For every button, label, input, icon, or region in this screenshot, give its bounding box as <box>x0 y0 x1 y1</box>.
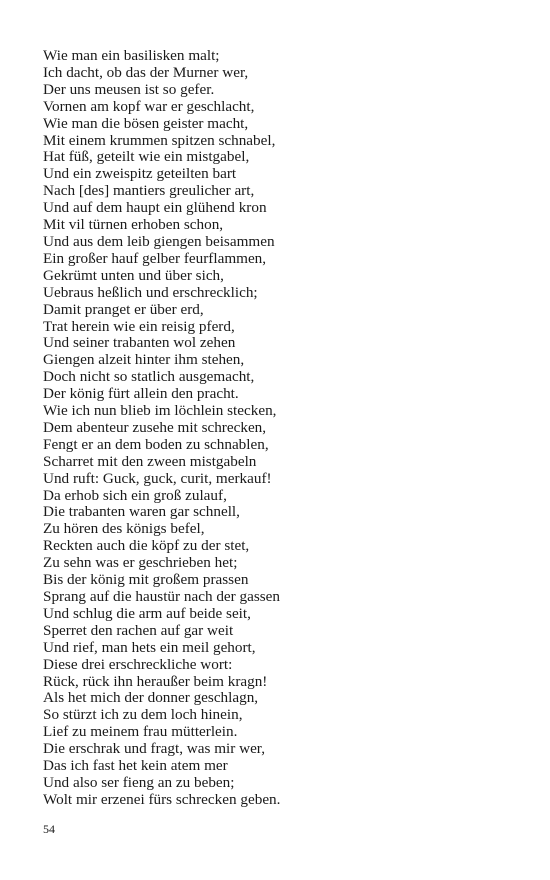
poem-line: Doch nicht so statlich ausgemacht, <box>43 368 255 386</box>
poem-line: Wie man die bösen geister macht, <box>43 114 249 132</box>
poem-line: Und schlug die arm auf beide seit, <box>43 604 251 622</box>
poem-text <box>43 48 280 809</box>
poem-line: Und also ser fieng an zu beben; <box>43 773 235 791</box>
poem-line: Ein großer hauf gelber feurflammen, <box>43 249 267 267</box>
poem-line: Der könig fürt allein den pracht. <box>43 385 239 403</box>
poem-line: Und auf dem haupt ein glühend kron <box>43 199 267 217</box>
poem-line: Dem abenteur zusehe mit schrecken, <box>43 418 267 436</box>
poem-line: Lief zu meinem frau mütterlein. <box>43 723 238 741</box>
poem-line: Sperret den rachen auf gar weit <box>43 621 234 639</box>
poem-line: Diese drei erschreckliche wort: <box>43 655 233 673</box>
poem-line: Und rief, man hets ein meil gehort, <box>43 638 256 656</box>
poem-line: Gekrümt unten und über sich, <box>43 266 224 284</box>
poem-line: Und aus dem leib giengen beisammen <box>43 232 275 250</box>
poem-line: Rück, rück ihn heraußer beim kragn! <box>43 672 268 690</box>
poem-line: Das ich fast het kein atem mer <box>43 757 228 775</box>
poem-line: Vornen am kopf war er geschlacht, <box>43 97 255 115</box>
poem-line: Trat herein wie ein reisig pferd, <box>43 317 235 335</box>
poem-line: Die trabanten waren gar schnell, <box>43 503 240 521</box>
poem-line: Die erschrak und fragt, was mir wer, <box>43 740 266 758</box>
poem-line: Scharret mit den zween mistgabeln <box>43 452 257 470</box>
poem-line: Ich dacht, ob das der Murner wer, <box>43 63 249 81</box>
poem-line: Der uns meusen ist so gefer. <box>43 80 215 98</box>
poem-line: Und ein zweispitz geteilten bart <box>43 165 237 183</box>
poem-line: Sprang auf die haustür nach der gassen <box>43 588 281 605</box>
page-number: 54 <box>43 822 55 836</box>
poem-line: Und ruft: Guck, guck, curit, merkauf! <box>43 469 272 487</box>
poem-line: Als het mich der donner geschlagn, <box>43 689 259 707</box>
poem-line: Fengt er an dem boden zu schnablen, <box>43 435 269 453</box>
poem-line: Hat füß, geteilt wie ein mistgabel, <box>43 148 250 166</box>
poem-line: Mit einem krummen spitzen schnabel, <box>43 131 276 149</box>
poem-line: Wie man ein basilisken malt; <box>43 47 220 64</box>
poem-line: Reckten auch die köpf zu der stet, <box>43 537 250 555</box>
poem-line: Uebraus heßlich und erschrecklich; <box>43 283 258 301</box>
poem-line: Zu sehn was er geschrieben het; <box>43 554 238 572</box>
poem-line: Wolt mir erzenei fürs schrecken geben. <box>43 790 281 808</box>
poem-line: Da erhob sich ein groß zulauf, <box>43 486 227 504</box>
poem-line: Wie ich nun blieb im löchlein stecken, <box>43 402 277 420</box>
poem-line: Mit vil türnen erhoben schon, <box>43 216 224 234</box>
poem-line: Nach [des] mantiers greulicher art, <box>43 182 255 200</box>
poem-line: Bis der könig mit großem prassen <box>43 571 249 589</box>
poem-line: Giengen alzeit hinter ihm stehen, <box>43 351 245 369</box>
poem-line: Damit pranget er über erd, <box>43 300 204 318</box>
poem-line: Zu hören des königs befel, <box>43 520 205 538</box>
poem-line: Und seiner trabanten wol zehen <box>43 334 236 352</box>
poem-line: So stürzt ich zu dem loch hinein, <box>43 706 243 724</box>
